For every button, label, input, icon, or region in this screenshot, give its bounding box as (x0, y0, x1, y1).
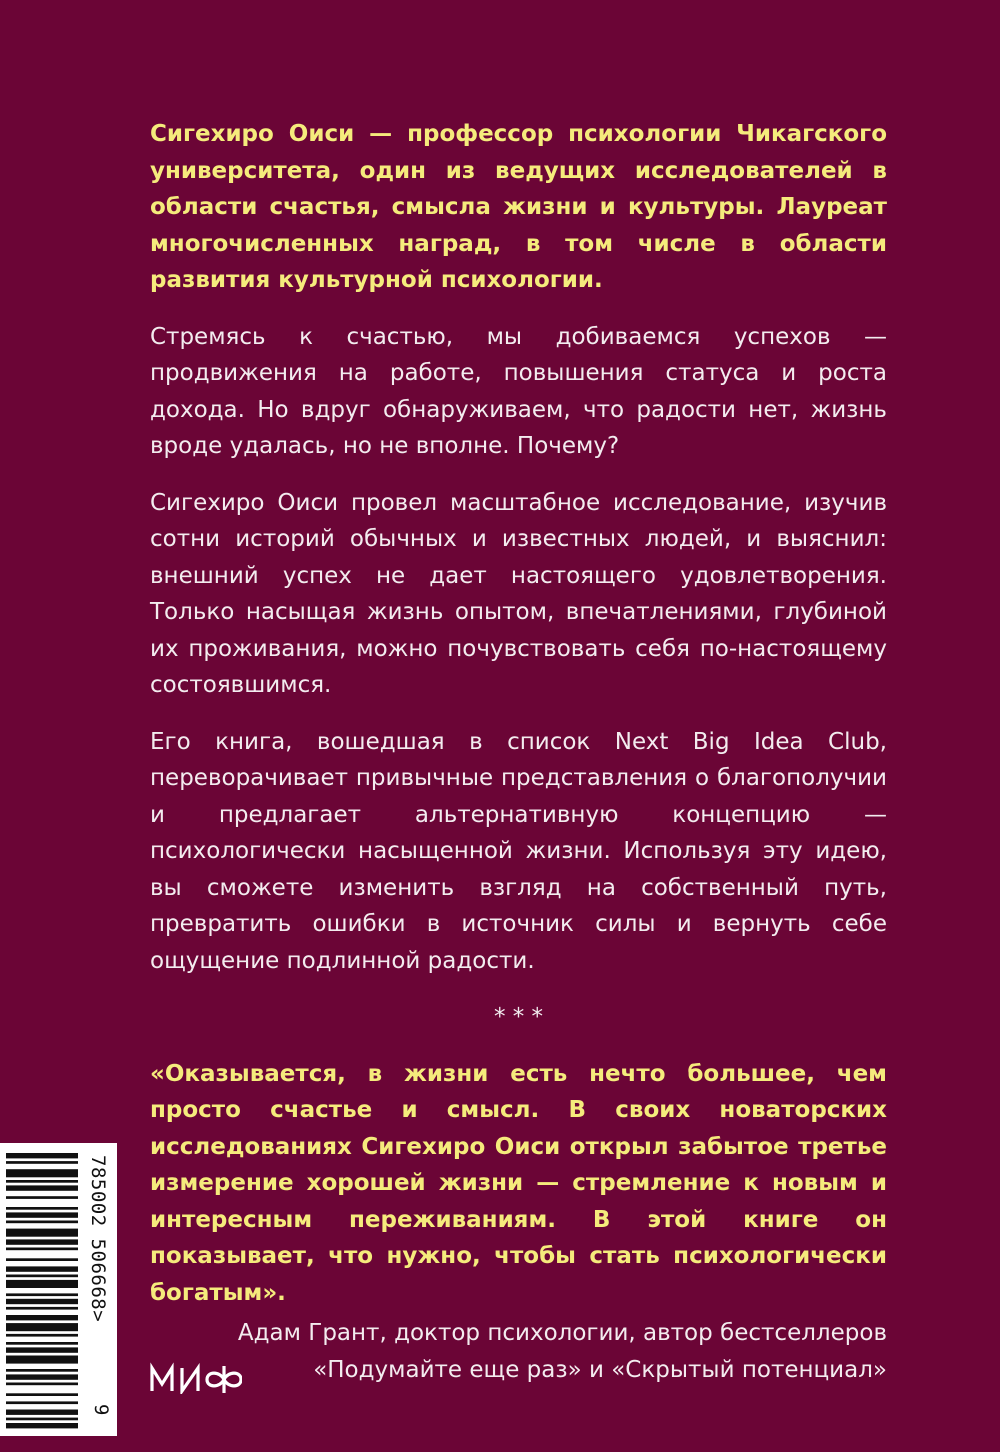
barcode-bar (6, 1229, 78, 1237)
barcode-bar (6, 1258, 78, 1261)
description-paragraph-2: Сигехиро Оиси провел масштабное исследование, изучив сотни историй обычных и известных людей, и выяснил: внешний успех не дает настоящего удовлетворения. Только насыщая жизнь опытом, впечатлениями, глубиной их проживания, можно почувствовать себя по-настоящему состоявшимся. (150, 489, 887, 698)
barcode-bar (6, 1266, 78, 1271)
barcode-bar (6, 1307, 78, 1310)
barcode-bar (6, 1275, 78, 1278)
quote-attribution (150, 1315, 887, 1388)
barcode-bar (6, 1418, 78, 1421)
barcode-bar (6, 1196, 78, 1199)
barcode-bar (6, 1423, 78, 1428)
barcode-bar (6, 1369, 78, 1372)
barcode-digits (84, 1155, 112, 1430)
description-paragraph-1: Стремясь к счастью, мы добиваемся успехов — продвижения на работе, повышения статуса и роста дохода. Но вдруг обнаруживаем, что радости нет, жизнь вроде удалась, но не вполне. Почему? (150, 323, 887, 459)
barcode-bar (6, 1342, 78, 1345)
author-bio: Сигехиро Оиси — профессор психологии Чикагского университета, один из ведущих исследователей в области счастья, смысла жизни и культуры. Лауреат многочисленных наград, в том числе в области развития культурной психологии. (150, 121, 887, 293)
isbn-barcode (0, 1143, 117, 1436)
barcode-end-mark: > (87, 1310, 109, 1323)
barcode-number: 785002 506668 (87, 1155, 109, 1311)
barcode-bar (6, 1374, 78, 1379)
barcode-bar (6, 1185, 78, 1190)
barcode-bar (6, 1410, 78, 1415)
section-separator: * * * (493, 1004, 544, 1030)
barcode-bar (6, 1161, 78, 1164)
barcode-bar (6, 1212, 78, 1217)
endorsement-quote: «Оказывается, в жизни есть нечто большее, чем просто счастье и смысл. В своих новаторских исследованиях Сигехиро Оиси открыл забытое третье измерение хорошей жизни — стремление к новым и интересным переживаниям. В этой книге он показывает, что нужно, чтобы стать психологически богатым». (150, 1060, 887, 1306)
attribution-line-1: Адам Грант, доктор психологии, автор бестселлеров (237, 1320, 887, 1346)
barcode-bar (6, 1169, 78, 1177)
attribution-line-2: «Подумайте еще раз» и «Скрытый потенциал» (313, 1356, 887, 1383)
publisher-logo (150, 1362, 242, 1394)
barcode-bar (6, 1401, 78, 1404)
barcode-bar (6, 1280, 78, 1288)
barcode-bar (6, 1293, 78, 1296)
description-paragraph-3: Его книга, вошедшая в список Next Big Idea Club, переворачивает привычные представления о благополучии и предлагает альтернативную концепцию — психологически насыщенной жизни. Используя эту идею, вы сможете изменить взгляд на собственный путь, превратить ошибки в источник силы и вернуть себе ощущение подлинной радости. (150, 728, 887, 974)
barcode-bar (6, 1334, 78, 1337)
barcode-bar (6, 1383, 78, 1386)
barcode-bar (6, 1180, 78, 1183)
barcode-bar (6, 1356, 78, 1364)
barcode-bar (6, 1323, 78, 1331)
barcode-bar (6, 1248, 78, 1251)
barcode-prefix-digit: 9 (90, 1404, 112, 1416)
barcode-bar (6, 1207, 78, 1210)
barcode-bar (6, 1347, 78, 1352)
barcode-bar (6, 1221, 78, 1224)
barcode-bar (6, 1393, 78, 1396)
barcode-bar (6, 1239, 78, 1244)
barcode-bar (6, 1153, 78, 1158)
back-cover-text (150, 116, 887, 1388)
barcode-bar (6, 1299, 78, 1304)
barcode-bar (6, 1315, 78, 1320)
